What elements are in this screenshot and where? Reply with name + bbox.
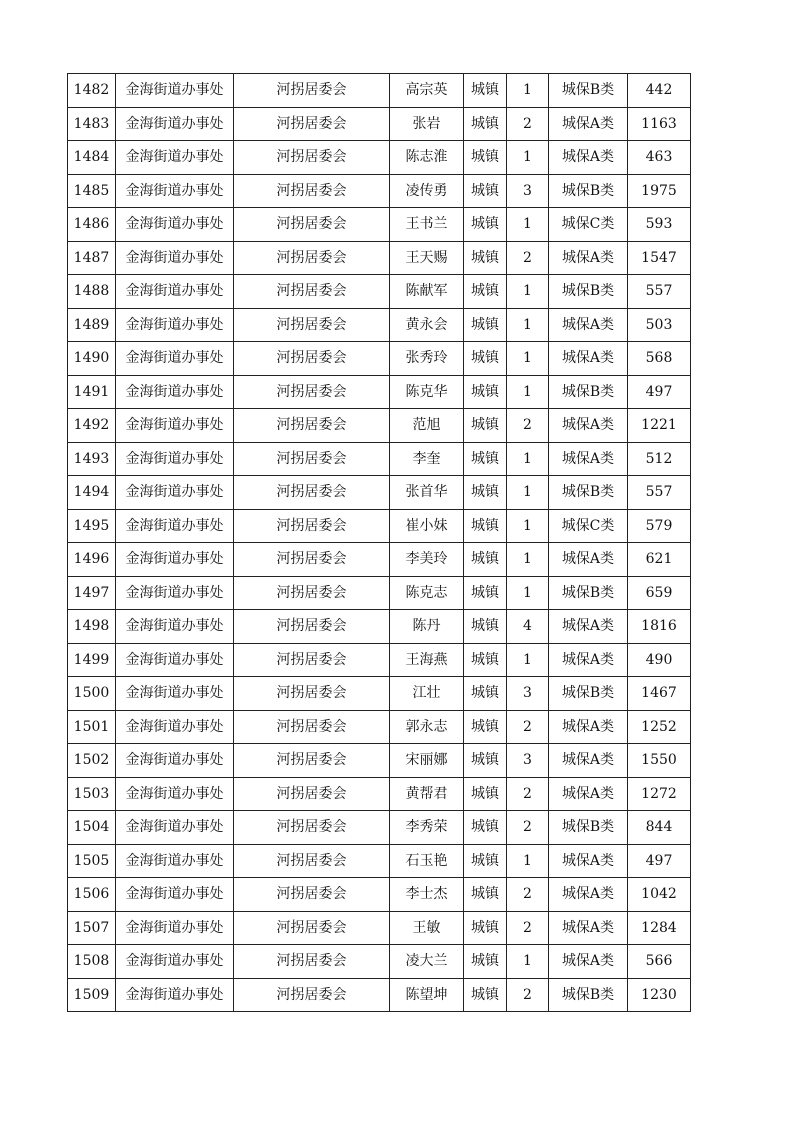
- row-index-cell: 1487: [68, 241, 116, 275]
- area-type-cell: 城镇: [464, 442, 507, 476]
- area-type-cell: 城镇: [464, 811, 507, 845]
- area-type-cell: 城镇: [464, 610, 507, 644]
- subdistrict-cell: 金海街道办事处: [116, 710, 234, 744]
- area-type-cell: 城镇: [464, 275, 507, 309]
- insurance-category-cell: 城保B类: [549, 375, 628, 409]
- subdistrict-cell: 金海街道办事处: [116, 811, 234, 845]
- household-size-cell: 1: [507, 208, 549, 242]
- table-row: [68, 945, 691, 979]
- insurance-category-cell: 城保A类: [549, 710, 628, 744]
- name-cell: 王天赐: [390, 241, 464, 275]
- insurance-category-cell: 城保B类: [549, 811, 628, 845]
- name-cell: 范旭: [390, 409, 464, 443]
- amount-cell: 566: [628, 945, 691, 979]
- insurance-category-cell: 城保A类: [549, 945, 628, 979]
- committee-cell: 河拐居委会: [234, 342, 390, 376]
- insurance-category-cell: 城保B类: [549, 275, 628, 309]
- committee-cell: 河拐居委会: [234, 576, 390, 610]
- subdistrict-cell: 金海街道办事处: [116, 543, 234, 577]
- row-index-cell: 1499: [68, 643, 116, 677]
- household-size-cell: 2: [507, 911, 549, 945]
- area-type-cell: 城镇: [464, 844, 507, 878]
- row-index-cell: 1490: [68, 342, 116, 376]
- household-size-cell: 3: [507, 677, 549, 711]
- insurance-category-cell: 城保A类: [549, 141, 628, 175]
- row-index-cell: 1507: [68, 911, 116, 945]
- table-row: [68, 442, 691, 476]
- household-size-cell: 1: [507, 476, 549, 510]
- subdistrict-cell: 金海街道办事处: [116, 241, 234, 275]
- row-index-cell: 1484: [68, 141, 116, 175]
- household-size-cell: 1: [507, 141, 549, 175]
- household-size-cell: 1: [507, 375, 549, 409]
- household-size-cell: 1: [507, 342, 549, 376]
- subdistrict-cell: 金海街道办事处: [116, 878, 234, 912]
- name-cell: 王海燕: [390, 643, 464, 677]
- name-cell: 石玉艳: [390, 844, 464, 878]
- name-cell: 陈克志: [390, 576, 464, 610]
- insurance-category-cell: 城保B类: [549, 677, 628, 711]
- area-type-cell: 城镇: [464, 543, 507, 577]
- household-size-cell: 1: [507, 74, 549, 108]
- area-type-cell: 城镇: [464, 878, 507, 912]
- table-row: [68, 744, 691, 778]
- row-index-cell: 1498: [68, 610, 116, 644]
- amount-cell: 1230: [628, 978, 691, 1012]
- name-cell: 凌传勇: [390, 174, 464, 208]
- household-size-cell: 3: [507, 174, 549, 208]
- area-type-cell: 城镇: [464, 107, 507, 141]
- name-cell: 李奎: [390, 442, 464, 476]
- roster-table: [67, 73, 691, 1012]
- committee-cell: 河拐居委会: [234, 74, 390, 108]
- subdistrict-cell: 金海街道办事处: [116, 476, 234, 510]
- amount-cell: 1252: [628, 710, 691, 744]
- area-type-cell: 城镇: [464, 141, 507, 175]
- row-index-cell: 1506: [68, 878, 116, 912]
- name-cell: 凌大兰: [390, 945, 464, 979]
- name-cell: 黄永会: [390, 308, 464, 342]
- subdistrict-cell: 金海街道办事处: [116, 978, 234, 1012]
- name-cell: 李士杰: [390, 878, 464, 912]
- committee-cell: 河拐居委会: [234, 509, 390, 543]
- name-cell: 陈丹: [390, 610, 464, 644]
- subdistrict-cell: 金海街道办事处: [116, 141, 234, 175]
- area-type-cell: 城镇: [464, 744, 507, 778]
- amount-cell: 579: [628, 509, 691, 543]
- insurance-category-cell: 城保A类: [549, 308, 628, 342]
- committee-cell: 河拐居委会: [234, 777, 390, 811]
- household-size-cell: 2: [507, 777, 549, 811]
- subdistrict-cell: 金海街道办事处: [116, 643, 234, 677]
- insurance-category-cell: 城保A类: [549, 442, 628, 476]
- subdistrict-cell: 金海街道办事处: [116, 777, 234, 811]
- name-cell: 陈献军: [390, 275, 464, 309]
- table-row: [68, 543, 691, 577]
- row-index-cell: 1485: [68, 174, 116, 208]
- subdistrict-cell: 金海街道办事处: [116, 174, 234, 208]
- insurance-category-cell: 城保A类: [549, 610, 628, 644]
- committee-cell: 河拐居委会: [234, 677, 390, 711]
- row-index-cell: 1496: [68, 543, 116, 577]
- insurance-category-cell: 城保A类: [549, 643, 628, 677]
- subdistrict-cell: 金海街道办事处: [116, 911, 234, 945]
- amount-cell: 497: [628, 375, 691, 409]
- committee-cell: 河拐居委会: [234, 878, 390, 912]
- area-type-cell: 城镇: [464, 375, 507, 409]
- row-index-cell: 1489: [68, 308, 116, 342]
- amount-cell: 1042: [628, 878, 691, 912]
- amount-cell: 1816: [628, 610, 691, 644]
- row-index-cell: 1491: [68, 375, 116, 409]
- table-row: [68, 342, 691, 376]
- household-size-cell: 1: [507, 308, 549, 342]
- subdistrict-cell: 金海街道办事处: [116, 677, 234, 711]
- area-type-cell: 城镇: [464, 576, 507, 610]
- committee-cell: 河拐居委会: [234, 643, 390, 677]
- row-index-cell: 1493: [68, 442, 116, 476]
- insurance-category-cell: 城保A类: [549, 777, 628, 811]
- row-index-cell: 1488: [68, 275, 116, 309]
- household-size-cell: 1: [507, 442, 549, 476]
- row-index-cell: 1501: [68, 710, 116, 744]
- table-row: [68, 208, 691, 242]
- row-index-cell: 1509: [68, 978, 116, 1012]
- table-row: [68, 275, 691, 309]
- subdistrict-cell: 金海街道办事处: [116, 442, 234, 476]
- name-cell: 张秀玲: [390, 342, 464, 376]
- name-cell: 张首华: [390, 476, 464, 510]
- name-cell: 高宗英: [390, 74, 464, 108]
- amount-cell: 557: [628, 476, 691, 510]
- insurance-category-cell: 城保B类: [549, 978, 628, 1012]
- subdistrict-cell: 金海街道办事处: [116, 275, 234, 309]
- name-cell: 黄帮君: [390, 777, 464, 811]
- table-row: [68, 107, 691, 141]
- table-row: [68, 911, 691, 945]
- amount-cell: 1221: [628, 409, 691, 443]
- name-cell: 王敏: [390, 911, 464, 945]
- row-index-cell: 1504: [68, 811, 116, 845]
- area-type-cell: 城镇: [464, 342, 507, 376]
- subdistrict-cell: 金海街道办事处: [116, 744, 234, 778]
- committee-cell: 河拐居委会: [234, 978, 390, 1012]
- amount-cell: 463: [628, 141, 691, 175]
- table-row: [68, 375, 691, 409]
- subdistrict-cell: 金海街道办事处: [116, 610, 234, 644]
- table-row: [68, 141, 691, 175]
- household-size-cell: 3: [507, 744, 549, 778]
- insurance-category-cell: 城保C类: [549, 509, 628, 543]
- insurance-category-cell: 城保A类: [549, 911, 628, 945]
- area-type-cell: 城镇: [464, 241, 507, 275]
- subdistrict-cell: 金海街道办事处: [116, 509, 234, 543]
- insurance-category-cell: 城保A类: [549, 107, 628, 141]
- table-row: [68, 476, 691, 510]
- committee-cell: 河拐居委会: [234, 710, 390, 744]
- area-type-cell: 城镇: [464, 777, 507, 811]
- amount-cell: 490: [628, 643, 691, 677]
- household-size-cell: 2: [507, 811, 549, 845]
- amount-cell: 844: [628, 811, 691, 845]
- insurance-category-cell: 城保A类: [549, 543, 628, 577]
- table-row: [68, 409, 691, 443]
- household-size-cell: 2: [507, 878, 549, 912]
- area-type-cell: 城镇: [464, 509, 507, 543]
- area-type-cell: 城镇: [464, 677, 507, 711]
- area-type-cell: 城镇: [464, 409, 507, 443]
- table-row: [68, 811, 691, 845]
- household-size-cell: 1: [507, 275, 549, 309]
- household-size-cell: 4: [507, 610, 549, 644]
- area-type-cell: 城镇: [464, 710, 507, 744]
- committee-cell: 河拐居委会: [234, 241, 390, 275]
- committee-cell: 河拐居委会: [234, 911, 390, 945]
- row-index-cell: 1502: [68, 744, 116, 778]
- name-cell: 李美玲: [390, 543, 464, 577]
- committee-cell: 河拐居委会: [234, 543, 390, 577]
- table-row: [68, 576, 691, 610]
- insurance-category-cell: 城保B类: [549, 174, 628, 208]
- amount-cell: 1550: [628, 744, 691, 778]
- area-type-cell: 城镇: [464, 208, 507, 242]
- row-index-cell: 1503: [68, 777, 116, 811]
- row-index-cell: 1492: [68, 409, 116, 443]
- household-size-cell: 2: [507, 978, 549, 1012]
- amount-cell: 1547: [628, 241, 691, 275]
- name-cell: 陈望坤: [390, 978, 464, 1012]
- household-size-cell: 1: [507, 945, 549, 979]
- subdistrict-cell: 金海街道办事处: [116, 409, 234, 443]
- table-row: [68, 174, 691, 208]
- table-row: [68, 677, 691, 711]
- area-type-cell: 城镇: [464, 476, 507, 510]
- area-type-cell: 城镇: [464, 308, 507, 342]
- committee-cell: 河拐居委会: [234, 476, 390, 510]
- table-row: [68, 308, 691, 342]
- amount-cell: 1284: [628, 911, 691, 945]
- insurance-category-cell: 城保A类: [549, 342, 628, 376]
- committee-cell: 河拐居委会: [234, 844, 390, 878]
- row-index-cell: 1505: [68, 844, 116, 878]
- amount-cell: 593: [628, 208, 691, 242]
- insurance-category-cell: 城保A类: [549, 241, 628, 275]
- table-row: [68, 610, 691, 644]
- row-index-cell: 1495: [68, 509, 116, 543]
- row-index-cell: 1486: [68, 208, 116, 242]
- roster-body: [68, 74, 691, 1012]
- table-row: [68, 74, 691, 108]
- subdistrict-cell: 金海街道办事处: [116, 576, 234, 610]
- area-type-cell: 城镇: [464, 911, 507, 945]
- row-index-cell: 1497: [68, 576, 116, 610]
- insurance-category-cell: 城保A类: [549, 744, 628, 778]
- table-row: [68, 643, 691, 677]
- insurance-category-cell: 城保C类: [549, 208, 628, 242]
- amount-cell: 568: [628, 342, 691, 376]
- amount-cell: 557: [628, 275, 691, 309]
- amount-cell: 497: [628, 844, 691, 878]
- household-size-cell: 1: [507, 576, 549, 610]
- row-index-cell: 1500: [68, 677, 116, 711]
- household-size-cell: 2: [507, 241, 549, 275]
- subdistrict-cell: 金海街道办事处: [116, 107, 234, 141]
- area-type-cell: 城镇: [464, 174, 507, 208]
- committee-cell: 河拐居委会: [234, 275, 390, 309]
- committee-cell: 河拐居委会: [234, 308, 390, 342]
- area-type-cell: 城镇: [464, 978, 507, 1012]
- subdistrict-cell: 金海街道办事处: [116, 945, 234, 979]
- amount-cell: 512: [628, 442, 691, 476]
- committee-cell: 河拐居委会: [234, 208, 390, 242]
- committee-cell: 河拐居委会: [234, 811, 390, 845]
- table-row: [68, 509, 691, 543]
- household-size-cell: 1: [507, 509, 549, 543]
- table-row: [68, 777, 691, 811]
- committee-cell: 河拐居委会: [234, 442, 390, 476]
- committee-cell: 河拐居委会: [234, 141, 390, 175]
- household-size-cell: 2: [507, 710, 549, 744]
- household-size-cell: 1: [507, 543, 549, 577]
- row-index-cell: 1508: [68, 945, 116, 979]
- amount-cell: 1975: [628, 174, 691, 208]
- insurance-category-cell: 城保A类: [549, 409, 628, 443]
- area-type-cell: 城镇: [464, 74, 507, 108]
- table-row: [68, 241, 691, 275]
- row-index-cell: 1494: [68, 476, 116, 510]
- amount-cell: 1467: [628, 677, 691, 711]
- table-row: [68, 844, 691, 878]
- table-row: [68, 978, 691, 1012]
- household-size-cell: 2: [507, 107, 549, 141]
- committee-cell: 河拐居委会: [234, 744, 390, 778]
- name-cell: 宋丽娜: [390, 744, 464, 778]
- household-size-cell: 2: [507, 409, 549, 443]
- amount-cell: 659: [628, 576, 691, 610]
- table-row: [68, 878, 691, 912]
- subdistrict-cell: 金海街道办事处: [116, 208, 234, 242]
- insurance-category-cell: 城保B类: [549, 576, 628, 610]
- insurance-category-cell: 城保A类: [549, 844, 628, 878]
- name-cell: 江壮: [390, 677, 464, 711]
- committee-cell: 河拐居委会: [234, 107, 390, 141]
- table-row: [68, 710, 691, 744]
- household-size-cell: 1: [507, 643, 549, 677]
- name-cell: 郭永志: [390, 710, 464, 744]
- household-size-cell: 1: [507, 844, 549, 878]
- amount-cell: 621: [628, 543, 691, 577]
- name-cell: 李秀荣: [390, 811, 464, 845]
- name-cell: 陈克华: [390, 375, 464, 409]
- subdistrict-cell: 金海街道办事处: [116, 375, 234, 409]
- name-cell: 王书兰: [390, 208, 464, 242]
- insurance-category-cell: 城保B类: [549, 476, 628, 510]
- name-cell: 陈志淮: [390, 141, 464, 175]
- committee-cell: 河拐居委会: [234, 375, 390, 409]
- committee-cell: 河拐居委会: [234, 945, 390, 979]
- subdistrict-cell: 金海街道办事处: [116, 342, 234, 376]
- amount-cell: 1163: [628, 107, 691, 141]
- subdistrict-cell: 金海街道办事处: [116, 308, 234, 342]
- area-type-cell: 城镇: [464, 643, 507, 677]
- subdistrict-cell: 金海街道办事处: [116, 844, 234, 878]
- insurance-category-cell: 城保A类: [549, 878, 628, 912]
- committee-cell: 河拐居委会: [234, 610, 390, 644]
- name-cell: 崔小妹: [390, 509, 464, 543]
- committee-cell: 河拐居委会: [234, 174, 390, 208]
- amount-cell: 442: [628, 74, 691, 108]
- row-index-cell: 1482: [68, 74, 116, 108]
- subdistrict-cell: 金海街道办事处: [116, 74, 234, 108]
- area-type-cell: 城镇: [464, 945, 507, 979]
- committee-cell: 河拐居委会: [234, 409, 390, 443]
- row-index-cell: 1483: [68, 107, 116, 141]
- amount-cell: 503: [628, 308, 691, 342]
- amount-cell: 1272: [628, 777, 691, 811]
- name-cell: 张岩: [390, 107, 464, 141]
- insurance-category-cell: 城保B类: [549, 74, 628, 108]
